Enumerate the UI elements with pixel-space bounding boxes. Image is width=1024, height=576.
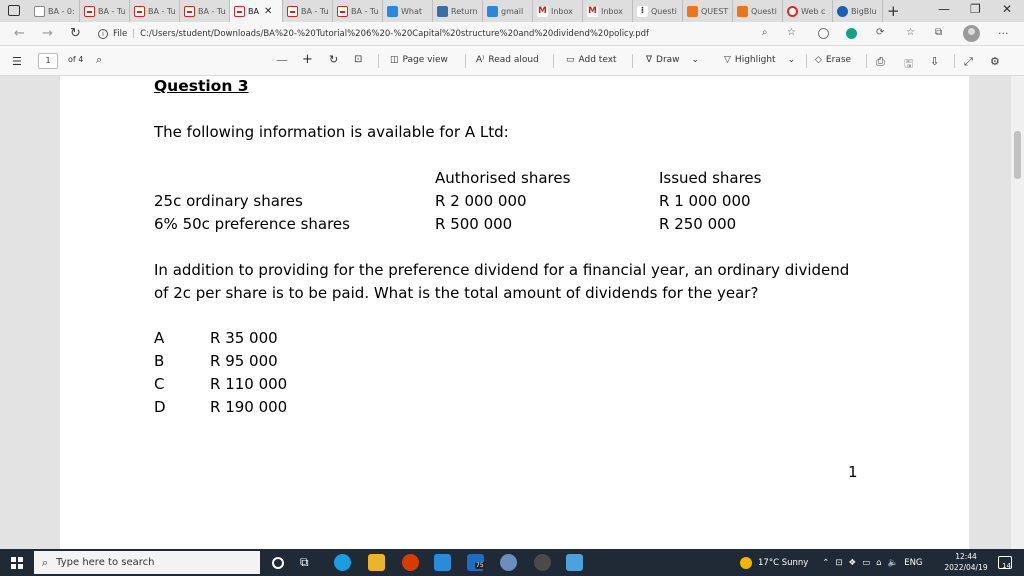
forward-icon[interactable]: → bbox=[42, 26, 53, 41]
mail-app-icon[interactable] bbox=[467, 554, 484, 571]
zoom-in-icon[interactable]: + bbox=[302, 52, 313, 67]
browser-tab[interactable]: BA - Tu bbox=[80, 0, 130, 22]
browser-tab[interactable]: BA - 0: bbox=[30, 0, 80, 22]
browser-tab[interactable]: QUEST bbox=[683, 0, 733, 22]
file-explorer-icon[interactable] bbox=[368, 554, 385, 571]
search-icon: ⌕ bbox=[42, 555, 49, 569]
chegg-icon bbox=[687, 6, 698, 17]
browser-tab[interactable]: BA - Tu bbox=[130, 0, 180, 22]
option-text: R 110 000 bbox=[210, 375, 288, 393]
minimize-icon[interactable]: — bbox=[938, 2, 950, 16]
option-letter: A bbox=[154, 329, 165, 347]
question-icon: ⁝ bbox=[637, 6, 648, 17]
browser-tab[interactable]: Questi bbox=[733, 0, 783, 22]
browser-tab[interactable]: What bbox=[383, 0, 433, 22]
system-tray bbox=[740, 549, 923, 576]
back-icon[interactable]: ← bbox=[14, 26, 25, 41]
battery-icon[interactable]: ▭ bbox=[862, 557, 871, 568]
page-number-input[interactable]: 1 bbox=[38, 53, 58, 69]
doc-icon bbox=[34, 6, 45, 17]
cortana-icon[interactable] bbox=[272, 557, 284, 569]
option-letter: B bbox=[154, 352, 165, 370]
add-text-button[interactable]: ▭ Add text bbox=[566, 55, 617, 65]
restore-icon[interactable]: ❐ bbox=[970, 2, 981, 16]
clock-time: 12:44 bbox=[955, 552, 977, 561]
mail-badge: 75 bbox=[476, 562, 484, 569]
close-window-icon[interactable]: ✕ bbox=[1002, 2, 1013, 16]
task-view-icon[interactable]: ⧉ bbox=[300, 555, 309, 569]
address-bar bbox=[0, 22, 1024, 46]
toolbar-divider bbox=[553, 54, 554, 68]
rotate-icon[interactable]: ↻ bbox=[329, 53, 339, 66]
question-text-line: of 2c per share is to be paid. What is the total amount of dividends for the year? bbox=[154, 284, 759, 302]
browser-tab[interactable]: M Inbox bbox=[583, 0, 633, 22]
toolbar-divider bbox=[954, 54, 955, 68]
url-field[interactable]: i File | C:/Users/student/Downloads/BA%20-%20Tutorial%206%20-%20Capital%20structure%20and%20dividend%20policy.pdf bbox=[98, 25, 808, 43]
url-text[interactable]: C:/Users/student/Downloads/BA%20-%20Tutorial%206%20-%20Capital%20structure%20and%20dividend%20policy.pdf bbox=[140, 29, 650, 39]
toolbar-divider bbox=[866, 54, 867, 68]
browser-tab[interactable]: ⁝ Questi bbox=[633, 0, 683, 22]
windows-taskbar bbox=[0, 549, 1024, 576]
app-icon[interactable] bbox=[534, 554, 551, 571]
fit-page-icon[interactable]: ⊡ bbox=[354, 54, 363, 65]
tab-actions-icon[interactable] bbox=[8, 5, 20, 16]
edge-icon[interactable] bbox=[334, 554, 351, 571]
question-text-line: In addition to providing for the preference dividend for a financial year, an ordinary dividend bbox=[154, 261, 850, 279]
browser-tab[interactable]: gmail bbox=[483, 0, 533, 22]
calculator-icon[interactable] bbox=[434, 554, 451, 571]
question-title: Question 3 bbox=[154, 77, 249, 95]
bing-icon bbox=[387, 6, 398, 17]
windows-start-icon[interactable] bbox=[11, 557, 23, 569]
tab-list bbox=[30, 0, 883, 22]
scrollbar-thumb[interactable] bbox=[1014, 131, 1021, 179]
photos-icon[interactable] bbox=[566, 554, 583, 571]
browser-tab-active[interactable]: BA ✕ bbox=[230, 0, 283, 22]
read-aloud-icon: A⁾ bbox=[476, 55, 485, 65]
url-separator: | bbox=[132, 29, 136, 39]
pdf-icon bbox=[134, 6, 145, 17]
toolbar-divider bbox=[806, 54, 807, 68]
gmail-icon: M bbox=[538, 5, 547, 16]
save-icon[interactable]: 🖫 bbox=[904, 57, 914, 70]
browser-tab[interactable]: BigBlu bbox=[833, 0, 883, 22]
pdf-page bbox=[60, 76, 969, 549]
clock-date: 2022/04/19 bbox=[944, 563, 988, 572]
vertical-scrollbar[interactable] bbox=[1011, 76, 1024, 549]
settings-gear-icon[interactable]: ⚙ bbox=[990, 55, 1000, 68]
toolbar-divider bbox=[465, 54, 466, 68]
row-authorised-value: R 500 000 bbox=[435, 215, 513, 233]
opera-icon[interactable] bbox=[402, 554, 419, 571]
print-icon[interactable]: ⎙ bbox=[876, 55, 885, 68]
page-count: of 4 bbox=[68, 55, 84, 64]
draw-button[interactable]: ∇ Draw ⌄ bbox=[646, 55, 700, 65]
volume-icon[interactable]: 🔈 bbox=[887, 557, 899, 568]
taskbar-search-box[interactable]: ⌕ Type here to search bbox=[34, 551, 260, 574]
option-letter: C bbox=[154, 375, 165, 393]
zoom-icon[interactable]: ⌕ bbox=[762, 27, 768, 38]
highlight-button[interactable]: ▽ Highlight ⌄ bbox=[724, 55, 796, 65]
tray-app-icon[interactable]: ❖ bbox=[848, 557, 857, 568]
browser-tab[interactable]: Web c bbox=[783, 0, 833, 22]
info-icon[interactable]: i bbox=[98, 29, 108, 39]
row-authorised-value: R 2 000 000 bbox=[435, 192, 527, 210]
close-tab-icon[interactable]: ✕ bbox=[263, 5, 273, 17]
gmail-icon: M bbox=[588, 5, 597, 16]
weather-sun-icon[interactable] bbox=[740, 557, 752, 569]
toolbar-divider bbox=[378, 54, 379, 68]
refresh-extension-icon[interactable]: ⟳ bbox=[876, 27, 885, 38]
save-as-icon[interactable]: ⇩ bbox=[930, 55, 940, 68]
favorites-icon[interactable]: ☆ bbox=[906, 27, 915, 38]
column-header-issued: Issued shares bbox=[659, 169, 762, 187]
pdf-icon bbox=[337, 6, 348, 17]
chevron-down-icon[interactable]: ⌄ bbox=[691, 55, 700, 65]
more-menu-icon[interactable]: ··· bbox=[998, 27, 1009, 40]
extension-icon[interactable] bbox=[846, 28, 857, 39]
favorite-star-icon[interactable]: ☆ bbox=[787, 27, 796, 38]
contents-icon[interactable]: ☰ bbox=[12, 55, 22, 68]
page-view-button[interactable]: ◫ Page view bbox=[390, 55, 448, 65]
bing-icon bbox=[487, 6, 498, 17]
intro-text: The following information is available for A Ltd: bbox=[154, 123, 509, 141]
browser-tab-strip bbox=[0, 0, 1024, 22]
pdf-icon bbox=[184, 6, 195, 17]
search-icon[interactable]: ⌕ bbox=[96, 53, 103, 66]
browser-tab[interactable]: Return bbox=[433, 0, 483, 22]
r-app-icon[interactable] bbox=[500, 554, 517, 571]
tray-app-icon[interactable]: ⊡ bbox=[835, 557, 843, 568]
option-letter: D bbox=[154, 398, 166, 416]
option-text: R 95 000 bbox=[210, 352, 278, 370]
fullscreen-icon[interactable]: ⤢ bbox=[964, 55, 973, 68]
refresh-icon[interactable]: ↻ bbox=[70, 26, 81, 41]
row-label: 25c ordinary shares bbox=[154, 192, 303, 210]
browser-tab[interactable]: BA - Tu bbox=[180, 0, 230, 22]
extension-icon[interactable] bbox=[818, 28, 829, 39]
show-hidden-icons-icon[interactable]: ⌃ bbox=[822, 557, 830, 568]
option-text: R 190 000 bbox=[210, 398, 288, 416]
taskbar-clock[interactable] bbox=[940, 551, 992, 573]
row-issued-value: R 250 000 bbox=[659, 215, 737, 233]
bigblue-icon bbox=[837, 6, 848, 17]
toolbar-divider bbox=[632, 54, 633, 68]
zoom-out-icon[interactable]: — bbox=[276, 53, 288, 67]
browser-tab[interactable]: M Inbox bbox=[533, 0, 583, 22]
page-footer-number: 1 bbox=[848, 463, 858, 481]
row-issued-value: R 1 000 000 bbox=[659, 192, 751, 210]
web-icon bbox=[787, 6, 798, 17]
chevron-down-icon[interactable]: ⌄ bbox=[787, 55, 796, 65]
pdf-viewer[interactable] bbox=[0, 76, 1024, 549]
profile-avatar[interactable] bbox=[963, 25, 980, 42]
pdf-icon bbox=[234, 6, 245, 17]
notification-center-icon[interactable]: 14 bbox=[998, 556, 1012, 569]
pdf-icon bbox=[84, 6, 95, 17]
network-icon[interactable]: ⌂ bbox=[876, 557, 882, 568]
pdf-icon bbox=[287, 6, 298, 17]
option-text: R 35 000 bbox=[210, 329, 278, 347]
eraser-icon: ◇ bbox=[815, 55, 822, 65]
language-indicator[interactable]: ENG bbox=[904, 557, 923, 568]
highlight-icon: ▽ bbox=[724, 55, 731, 65]
draw-icon: ∇ bbox=[646, 55, 653, 65]
add-text-icon: ▭ bbox=[566, 55, 575, 65]
row-label: 6% 50c preference shares bbox=[154, 215, 350, 233]
page-view-icon: ◫ bbox=[390, 55, 399, 65]
column-header-authorised: Authorised shares bbox=[435, 169, 571, 187]
pdf-toolbar bbox=[0, 46, 1024, 76]
read-aloud-button[interactable]: A⁾ Read aloud bbox=[476, 55, 539, 65]
collections-icon[interactable]: ⧉ bbox=[935, 27, 943, 38]
erase-button[interactable]: ◇ Erase bbox=[815, 55, 852, 65]
browser-tab[interactable]: BA - Tu bbox=[333, 0, 383, 22]
browser-tab[interactable]: BA - Tu bbox=[283, 0, 333, 22]
weather-text[interactable]: 17°C Sunny bbox=[758, 557, 809, 568]
chegg-icon bbox=[737, 6, 748, 17]
return-icon bbox=[437, 6, 448, 17]
new-tab-icon[interactable]: + bbox=[887, 2, 900, 20]
